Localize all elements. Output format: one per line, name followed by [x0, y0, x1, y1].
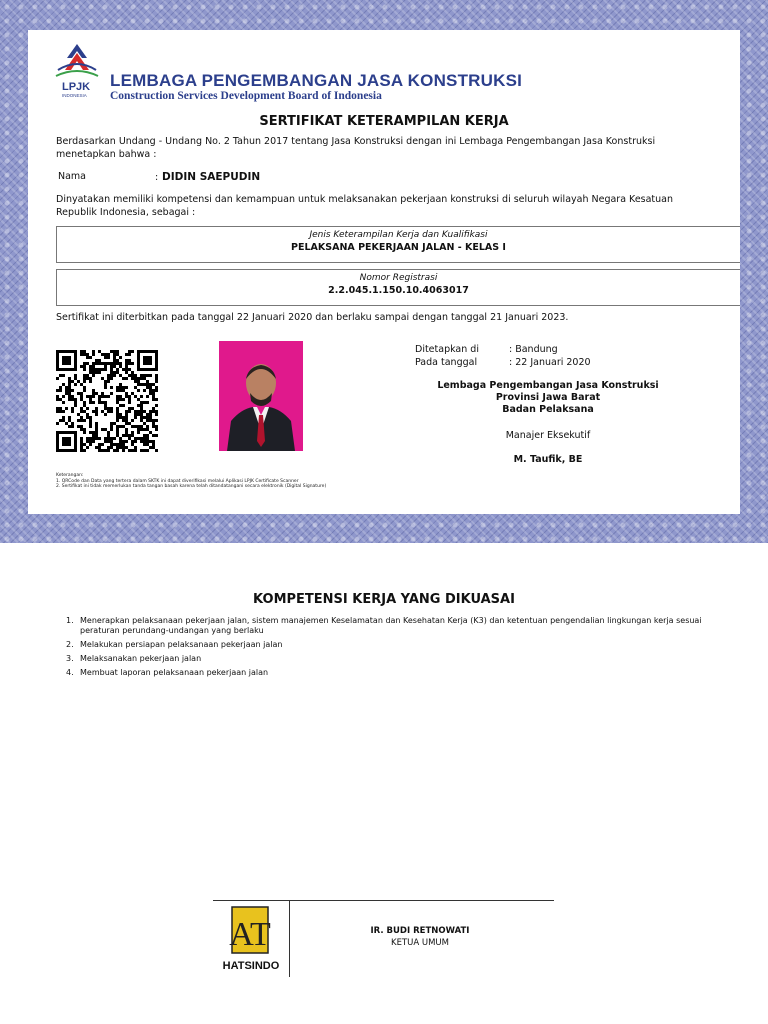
declaration-text: Dinyatakan memiliki kompetensi dan kemampuan untuk melaksanakan pekerjaan konstruksi di seluruh wilayah Negara Kesatuan Republik Indonesia, sebagai :	[56, 194, 674, 218]
note-item: 1. QRCode dan Data yang tertera dalam SKTK ini dapat diverifikasi melalui Aplikasi LPJK Certificate Scanner	[56, 478, 299, 484]
skill-label: Jenis Keterampilan Kerja dan Kualifikasi	[309, 230, 488, 240]
list-item: 1. Menerapkan pelaksanaan pekerjaan jalan, sistem manajemen Keselamatan dan Kesehatan Kerja (K3) dan ketentuan pengendalian lingkungan kerja sesuai peraturan perundang-undangan yang berlaku	[66, 616, 702, 635]
registration-number: 2.2.045.1.150.10.4063017	[328, 285, 469, 296]
name-colon: :	[155, 172, 159, 183]
footer-signer-role: KETUA UMUM	[391, 938, 449, 948]
qr-code-icon	[56, 350, 158, 452]
list-item: 2. Melakukan persiapan pelaksanaan pekerjaan jalan	[66, 640, 283, 649]
list-item: 4. Membuat laporan pelaksanaan pekerjaan jalan	[66, 668, 269, 677]
issuer-line-3: Badan Pelaksana	[502, 404, 594, 415]
hatsindo-logo-icon	[220, 905, 282, 975]
signer-role: Manajer Eksekutif	[505, 430, 591, 441]
lpjk-logo-icon	[52, 40, 102, 100]
certificate-card	[28, 30, 740, 514]
org-name: LEMBAGA PENGEMBANGAN JASA KONSTRUKSI	[110, 71, 523, 90]
date-value: : 22 Januari 2020	[509, 357, 591, 368]
hatsindo-mark: AT	[229, 916, 271, 953]
place-value: : Bandung	[509, 344, 558, 355]
skill-value: PELAKSANA PEKERJAAN JALAN - KELAS I	[291, 242, 506, 253]
issuer-line-1: Lembaga Pengembangan Jasa Konstruksi	[437, 380, 659, 391]
registration-box	[56, 269, 740, 306]
competency-list	[66, 616, 726, 682]
date-label: Pada tanggal	[415, 357, 478, 368]
footer-signer-name: IR. BUDI RETNOWATI	[370, 926, 470, 936]
org-subtitle: Construction Services Development Board of Indonesia	[110, 90, 382, 102]
list-item: 3. Melaksanakan pekerjaan jalan	[66, 654, 202, 663]
issuer-line-2: Provinsi Jawa Barat	[495, 392, 601, 403]
name-label: Nama	[58, 171, 87, 182]
signer-name: M. Taufik, BE	[513, 454, 583, 465]
skill-box	[56, 226, 740, 263]
intro-text: Berdasarkan Undang - Undang No. 2 Tahun 2017 tentang Jasa Konstruksi dengan ini Lembaga Pengembangan Jasa Konstruksi menetapkan bahwa :	[56, 136, 656, 160]
name-value: DIDIN SAEPUDIN	[162, 171, 261, 183]
hatsindo-text: HATSINDO	[222, 960, 280, 972]
certificate-title: SERTIFIKAT KETERAMPILAN KERJA	[259, 114, 509, 129]
validity-text: Sertifikat ini diterbitkan pada tanggal 22 Januari 2020 dan berlaku sampai dengan tanggal 21 Januari 2023.	[56, 312, 569, 323]
footer-vertical-divider	[289, 901, 290, 977]
notes-title: Keterangan:	[56, 473, 84, 478]
logo-text: LPJK	[62, 81, 91, 93]
notes	[56, 473, 326, 490]
holder-photo	[219, 341, 303, 451]
place-label: Ditetapkan di	[415, 344, 479, 355]
footer-divider-line	[213, 900, 554, 901]
note-item: 2. Sertifikat ini tidak memerlukan tanda tangan basah karena telah ditandatangani secara elektronik (Digital Signature)	[56, 484, 327, 489]
registration-label: Nomor Registrasi	[359, 273, 438, 283]
competency-title: KOMPETENSI KERJA YANG DIKUASAI	[253, 592, 515, 607]
logo-subtext: INDONESIA	[62, 93, 87, 98]
